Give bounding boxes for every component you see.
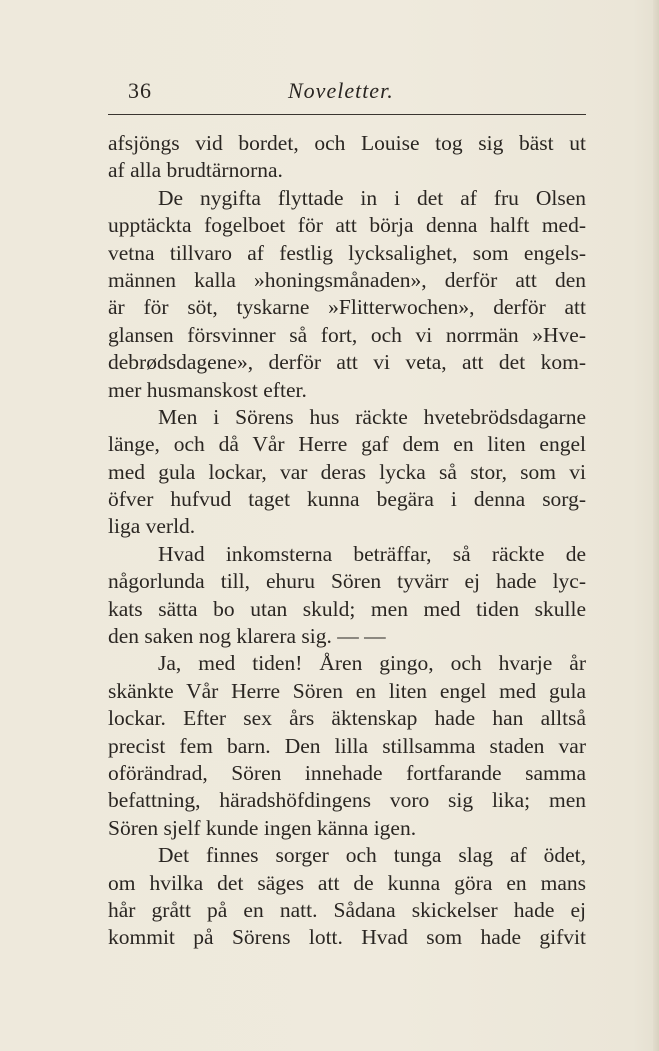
- text-line: länge, och då Vår Herre gaf dem en liten engel: [108, 432, 586, 457]
- text-line: upptäckta fogelboet för att börja denna halft med-: [108, 213, 586, 238]
- text-line: debrødsdagene», derför att vi veta, att det kom-: [108, 350, 586, 375]
- text-line: vetna tillvaro af festlig lycksalighet, som engels-: [108, 240, 586, 265]
- text-line: af alla brudtärnorna.: [108, 158, 283, 183]
- page-number: 36: [128, 78, 152, 103]
- body-text: [108, 130, 586, 952]
- text-line: Men i Sörens hus räckte hvetebrödsdagarne: [158, 404, 586, 429]
- text-line: befattning, häradshöfdingens voro sig lika; men: [108, 788, 586, 813]
- text-line: männen kalla »honingsmånaden», derför att den: [108, 267, 586, 292]
- header-rule: [108, 114, 586, 115]
- text-line: Ja, med tiden! Åren gingo, och hvarje år: [158, 651, 586, 676]
- text-line: någorlunda till, ehuru Sören tyvärr ej hade lyc-: [108, 569, 586, 594]
- page-header: [108, 74, 586, 108]
- text-line: med gula lockar, var deras lycka så stor, som vi: [108, 459, 586, 484]
- page-edge-shadow: [653, 0, 659, 1051]
- text-line: oförändrad, Sören innehade fortfarande samma: [108, 760, 586, 785]
- text-line: precist fem barn. Den lilla stillsamma staden var: [108, 733, 586, 758]
- running-title: Noveletter.: [288, 78, 394, 103]
- text-line: mer husmanskost efter.: [108, 377, 307, 402]
- text-line: om hvilka det säges att de kunna göra en mans: [108, 870, 586, 895]
- text-line: kats sätta bo utan skuld; men med tiden skulle: [108, 596, 586, 621]
- text-line: är för söt, tyskarne »Flitterwochen», derför att: [108, 295, 586, 320]
- text-line: öfver hufvud taget kunna begära i denna sorg-: [108, 487, 586, 512]
- text-line: hår grått på en natt. Sådana skickelser hade ej: [108, 897, 586, 922]
- text-line: glansen försvinner så fort, och vi norrmän »Hve-: [108, 322, 586, 347]
- text-line: De nygifta flyttade in i det af fru Olsen: [158, 185, 586, 210]
- text-line: lockar. Efter sex års äktenskap hade han alltså: [108, 706, 586, 731]
- text-line: liga verld.: [108, 514, 196, 539]
- text-line: Det finnes sorger och tunga slag af ödet,: [158, 843, 586, 868]
- text-line: skänkte Vår Herre Sören en liten engel med gula: [108, 678, 586, 703]
- text-line: Sören sjelf kunde ingen känna igen.: [108, 815, 417, 840]
- text-line: den saken nog klarera sig. — —: [108, 624, 386, 649]
- text-line: kommit på Sörens lott. Hvad som hade gifvit: [108, 925, 586, 950]
- text-line: afsjöngs vid bordet, och Louise tog sig bäst ut: [108, 131, 586, 155]
- text-line: Hvad inkomsterna beträffar, så räckte de: [158, 541, 586, 566]
